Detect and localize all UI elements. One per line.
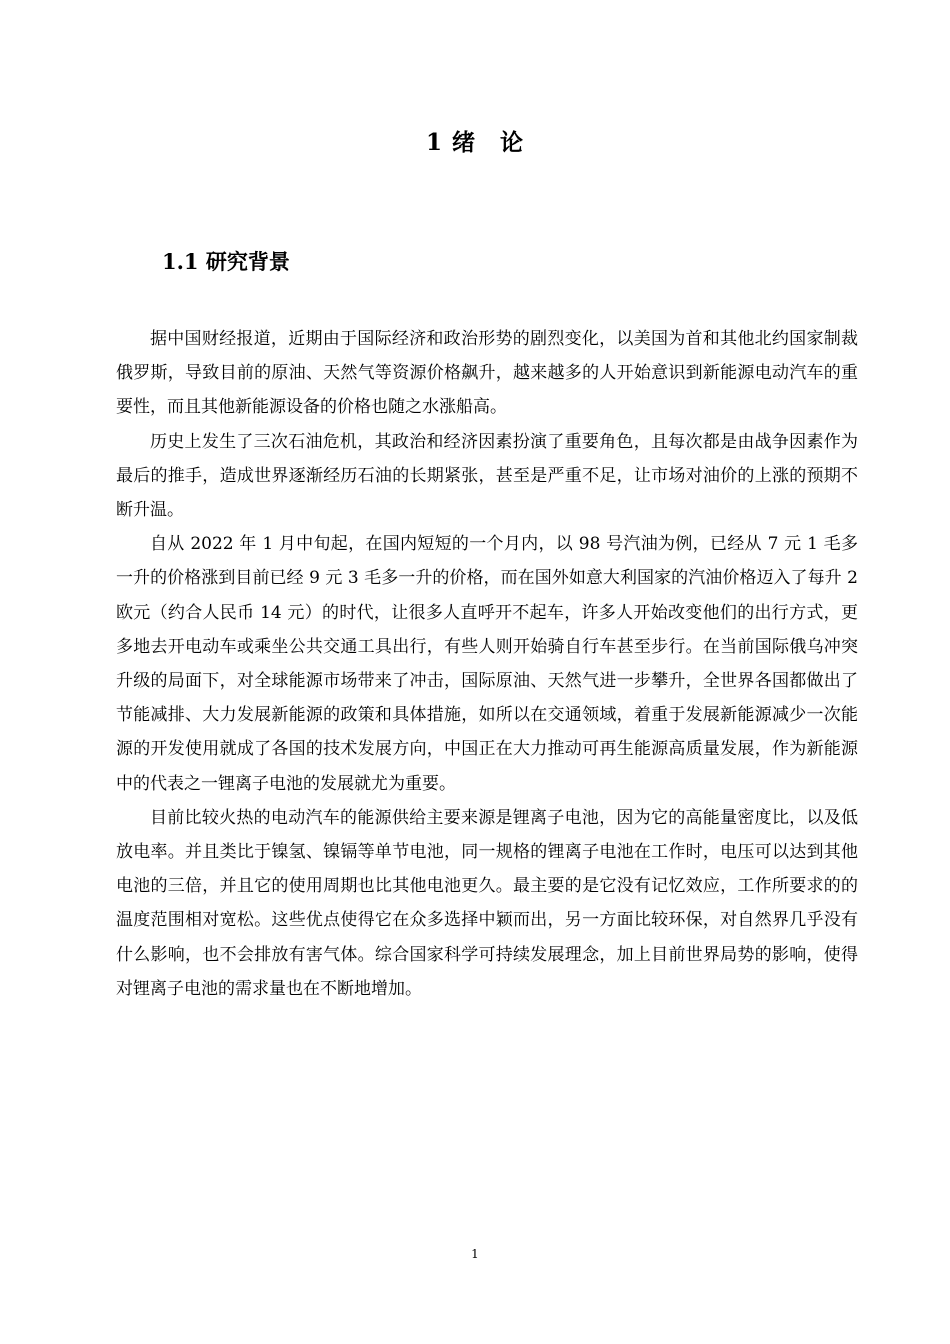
paragraph: 自从 2022 年 1 月中旬起，在国内短短的一个月内，以 98 号汽油为例，已经从 7 元 1 毛多一升的价格涨到目前已经 9 元 3 毛多一升的价格，而在国外如意大利国家的汽油价格迈入了每升 2 欧元（约合人民币 14 元）的时代，让很多人直呼开不起车，许多人开始改变他们的出行方式，更多地去开电动车或乘坐公共交通工具出行，有些人则开始骑自行车甚至步行。在当前国际俄乌冲突升级的局面下，对全球能源市场带来了冲击，国际原油、天然气进一步攀升，全世界各国都做出了节能减排、大力发展新能源的政策和具体措施，如所以在交通领域，着重于发展新能源减少一次能源的开发使用就成了各国的技术发展方向，中国正在大力推动可再生能源高质量发展，作为新能源中的代表之一锂离子电池的发展就尤为重要。	[116, 534, 858, 794]
paragraph: 据中国财经报道，近期由于国际经济和政治形势的剧烈变化，以美国为首和其他北约国家制裁俄罗斯，导致目前的原油、天然气等资源价格飙升，越来越多的人开始意识到新能源电动汽车的重要性，而且其他新能源设备的价格也随之水涨船高。	[116, 329, 858, 418]
paragraph: 历史上发生了三次石油危机，其政治和经济因素扮演了重要角色，且每次都是由战争因素作为最后的推手，造成世界逐渐经历石油的长期紧张，甚至是严重不足，让市场对油价的上涨的预期不断升温。	[116, 431, 858, 521]
chapter-title: 1 绪 论	[425, 129, 524, 156]
paragraph: 目前比较火热的电动汽车的能源供给主要来源是锂离子电池，因为它的高能量密度比，以及低放电率。并且类比于镍氢、镍镉等单节电池，同一规格的锂离子电池在工作时，电压可以达到其他电池的三倍，并且它的使用周期也比其他电池更久。最主要的是它没有记忆效应，工作所要求的的温度范围相对宽松。这些优点使得它在众多选择中颖而出，另一方面比较环保，对自然界几乎没有什么影响，也不会排放有害气体。综合国家科学可持续发展理念，加上目前世界局势的影响，使得对锂离子电池的需求量也在不断地增加。	[116, 807, 858, 999]
section-title: 1.1 研究背景	[162, 249, 290, 274]
body-text	[116, 322, 858, 1006]
page-number: 1	[471, 1247, 479, 1261]
